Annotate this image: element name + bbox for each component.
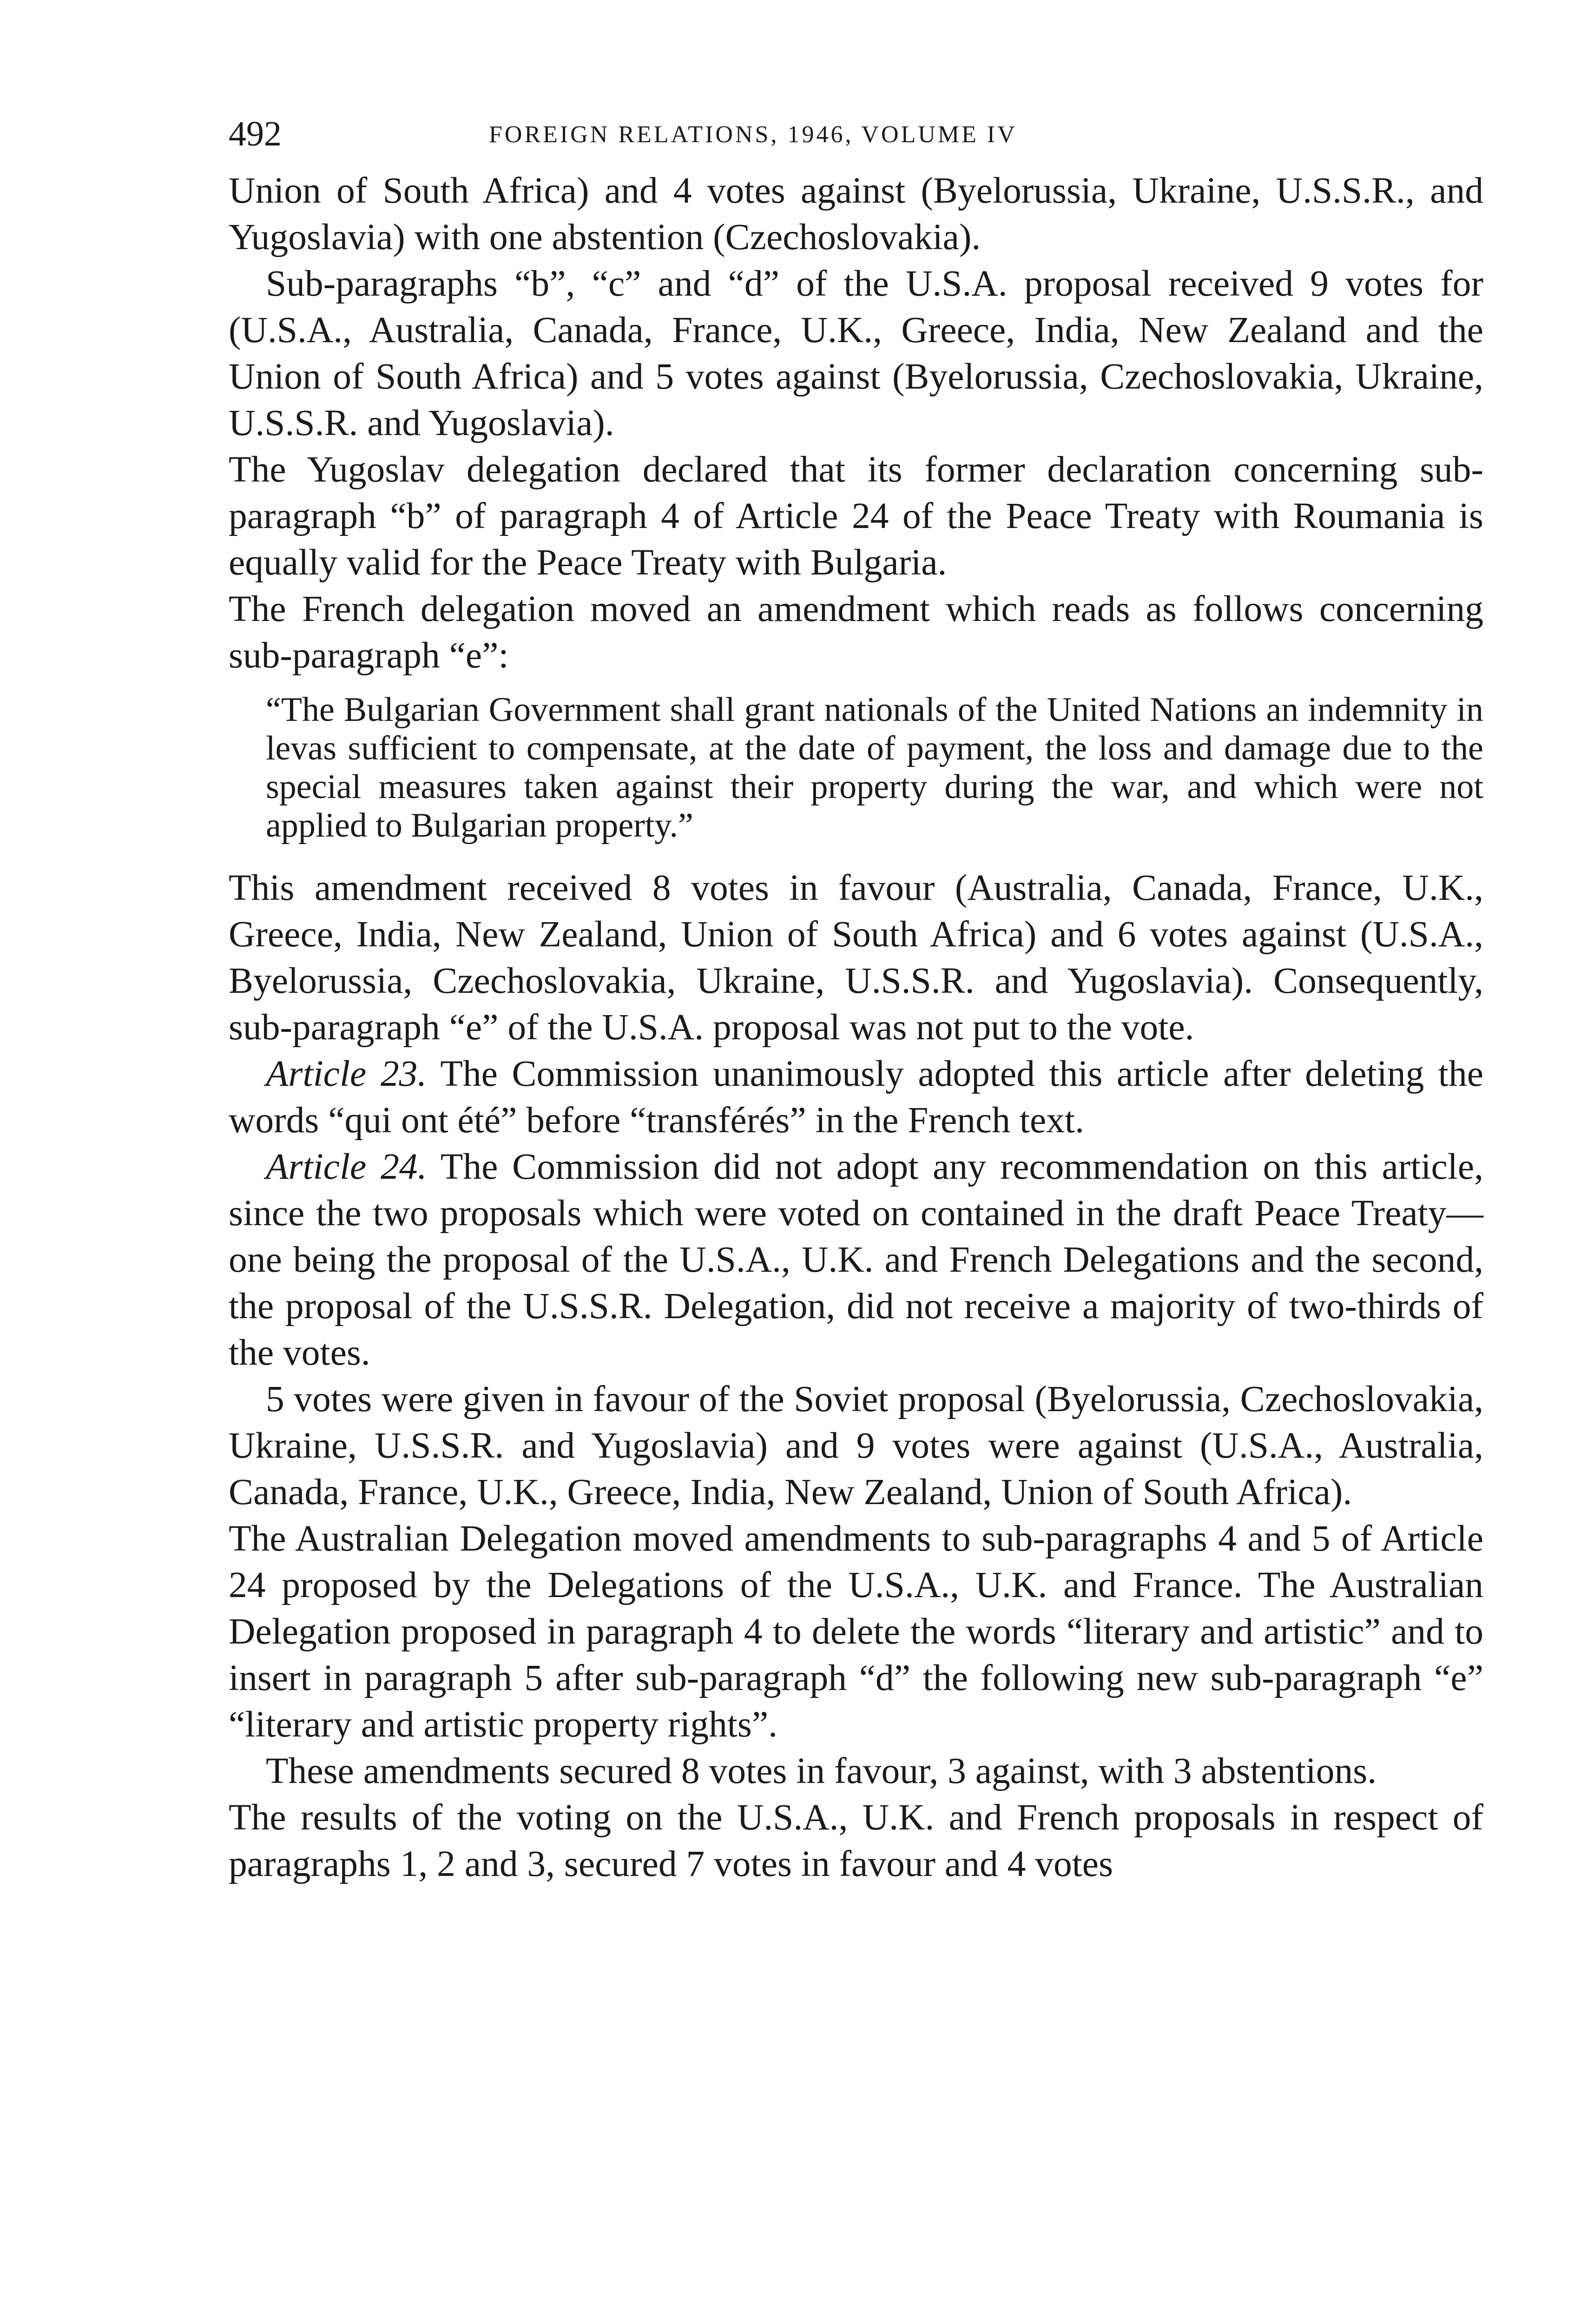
article-24-label: Article 24.: [266, 1146, 427, 1187]
article-23-text: The Commission unanimously adopted this article after deleting the words “qui ont été” before “transférés” in the French text.: [229, 1053, 1483, 1141]
paragraph-voting-results: The results of the voting on the U.S.A., U.K. and French proposals in respect of paragraphs 1, 2 and 3, secured 7 votes in favour and 4 votes: [229, 1797, 1483, 1884]
document-page: [229, 116, 1483, 1887]
paragraph-amendment-vote: This amendment received 8 votes in favour (Australia, Canada, France, U.K., Greece, India, New Zealand, Union of South Africa) and 6 votes against (U.S.A., Byelorussia, Czechoslovakia, Ukraine, U.S.S.R. and Yugoslavia). Consequently, sub-paragraph “e” of the U.S.A. proposal was not put to the vote.: [229, 867, 1483, 1048]
running-head: FOREIGN RELATIONS, 1946, VOLUME IV: [489, 121, 1017, 148]
paragraph-continuation: Union of South Africa) and 4 votes against (Byelorussia, Ukraine, U.S.S.R., and Yugoslavia) with one abstention (Czechoslovakia).: [229, 170, 1483, 257]
article-24-text: The Commission did not adopt any recommendation on this article, since the two proposals which were voted on contained in the draft Peace Treaty—one being the proposal of the U.S.A., U.K. and French Delegations and the second, the proposal of the U.S.S.R. Delegation, did not receive a majority of two-thirds of the votes.: [229, 1146, 1483, 1373]
paragraph-amendments-result: These amendments secured 8 votes in favour, 3 against, with 3 abstentions.: [266, 1750, 1377, 1791]
page-header: [229, 116, 1483, 167]
document-body: [229, 167, 1483, 679]
article-23-label: Article 23.: [266, 1053, 427, 1094]
paragraph-article-23: [229, 1050, 1483, 1143]
document-body-continued: [229, 865, 1483, 1887]
paragraph-article-24: [229, 1143, 1483, 1376]
paragraph-french-amendment-intro: The French delegation moved an amendment which reads as follows concerning sub-paragraph “e”:: [229, 588, 1483, 676]
page-number: 492: [229, 114, 282, 153]
block-quote: “The Bulgarian Government shall grant nationals of the United Nations an indemnity in levas sufficient to compensate, at the date of payment, the loss and damage due to the special measures taken against their property during the war, and which were not applied to Bulgarian property.”: [266, 691, 1483, 845]
paragraph-australian-amendments: The Australian Delegation moved amendments to sub-paragraphs 4 and 5 of Article 24 proposed by the Delegations of the U.S.A., U.K. and France. The Australian Delegation proposed in paragraph 4 to delete the words “literary and artistic” and to insert in paragraph 5 after sub-paragraph “d” the following new sub-paragraph “e” “literary and artistic property rights”.: [229, 1518, 1483, 1745]
paragraph-soviet-proposal-vote: 5 votes were given in favour of the Soviet proposal (Byelorussia, Czechoslovakia, Ukraine, U.S.S.R. and Yugoslavia) and 9 votes were against (U.S.A., Australia, Canada, France, U.K., Greece, India, New Zealand, Union of South Africa).: [229, 1379, 1483, 1512]
paragraph-yugoslav-declaration: The Yugoslav delegation declared that its former declaration concerning sub-paragraph “b” of paragraph 4 of Article 24 of the Peace Treaty with Roumania is equally valid for the Peace Treaty with Bulgaria.: [229, 449, 1483, 583]
paragraph-subparagraphs-vote: Sub-paragraphs “b”, “c” and “d” of the U.S.A. proposal received 9 votes for (U.S.A., Australia, Canada, France, U.K., Greece, India, New Zealand and the Union of South Africa) and 5 votes against (Byelorussia, Czechoslovakia, Ukraine, U.S.S.R. and Yugoslavia).: [229, 263, 1483, 443]
